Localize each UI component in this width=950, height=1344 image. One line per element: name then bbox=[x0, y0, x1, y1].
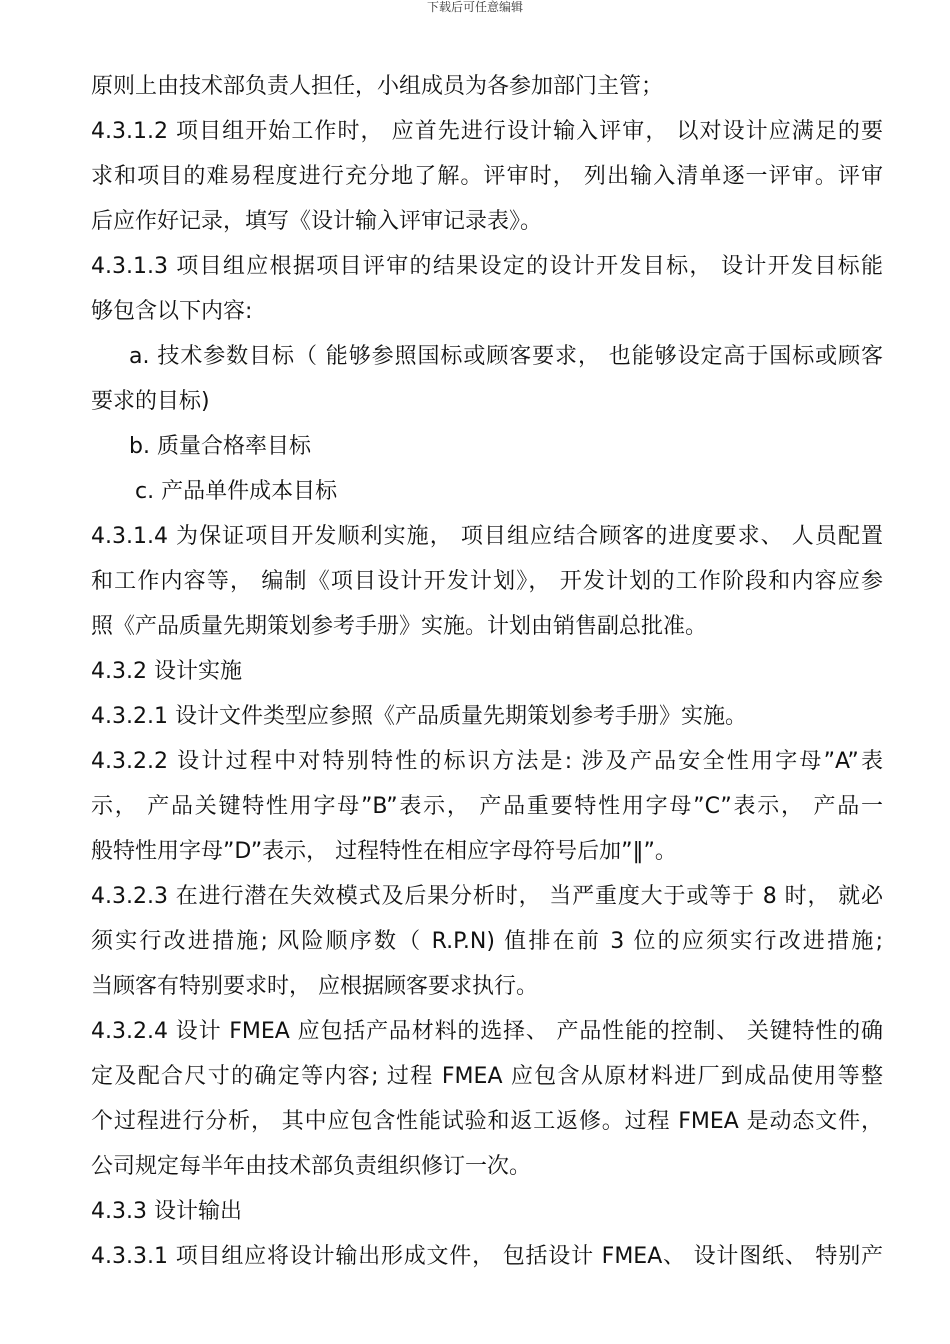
text-line: 示， 产品关键特性用字母”B”表示， 产品重要特性用字母”C”表示， 产品一 bbox=[91, 794, 883, 819]
text-line: 4.3.1.4 为保证项目开发顺利实施， 项目组应结合顾客的进度要求、 人员配置 bbox=[91, 524, 883, 549]
text-line: 4.3.2.1 设计文件类型应参照《产品质量先期策划参考手册》实施。 bbox=[91, 704, 747, 729]
list-item-line: c. 产品单件成本目标 bbox=[135, 479, 338, 504]
header-note: 下载后可任意编辑 bbox=[426, 0, 523, 14]
text-line: 公司规定每半年由技术部负责组织修订一次。 bbox=[91, 1154, 532, 1179]
text-line: 4.3.2.3 在进行潜在失效模式及后果分析时， 当严重度大于或等于 8 时， 就必 bbox=[91, 884, 883, 909]
text-line: 定及配合尺寸的确定等内容; 过程 FMEA 应包含从原材料进厂到成品使用等整 bbox=[91, 1064, 883, 1089]
text-line: 要求的目标) bbox=[91, 389, 210, 414]
section-heading: 4.3.2 设计实施 bbox=[91, 659, 242, 684]
text-line: 照《产品质量先期策划参考手册》实施。计划由销售副总批准。 bbox=[91, 614, 708, 639]
text-line: 般特性用字母”D”表示， 过程特性在相应字母符号后加”‖”。 bbox=[91, 839, 677, 864]
text-line: 原则上由技术部负责人担任，小组成员为各参加部门主管； bbox=[91, 74, 664, 99]
text-line: 够包含以下内容: bbox=[91, 299, 253, 324]
list-item-line: a. 技术参数目标（ 能够参照国标或顾客要求， 也能够设定高于国标或顾客 bbox=[129, 344, 883, 369]
text-line: 须实行改进措施; 风险顺序数（ R.P.N) 值排在前 3 位的应须实行改进措施; bbox=[91, 929, 883, 954]
text-line: 4.3.2.2 设计过程中对特别特性的标识方法是: 涉及产品安全性用字母”A”表 bbox=[91, 749, 883, 774]
list-item-line: b. 质量合格率目标 bbox=[129, 434, 311, 459]
section-heading: 4.3.3 设计输出 bbox=[91, 1199, 242, 1224]
text-line: 求和项目的难易程度进行充分地了解。评审时， 列出输入清单逐一评审。评审 bbox=[91, 164, 883, 189]
text-line: 个过程进行分析， 其中应包含性能试验和返工返修。过程 FMEA 是动态文件， bbox=[91, 1109, 883, 1134]
text-line: 4.3.3.1 项目组应将设计输出形成文件， 包括设计 FMEA、 设计图纸、 特别产 bbox=[91, 1244, 883, 1269]
text-line: 4.3.1.3 项目组应根据项目评审的结果设定的设计开发目标， 设计开发目标能 bbox=[91, 254, 883, 279]
text-line: 当顾客有特别要求时， 应根据顾客要求执行。 bbox=[91, 974, 538, 999]
text-line: 后应作好记录，填写《设计输入评审记录表》。 bbox=[91, 209, 543, 234]
text-line: 和工作内容等， 编制《项目设计开发计划》， 开发计划的工作阶段和内容应参 bbox=[91, 569, 883, 594]
document-body bbox=[91, 64, 883, 1279]
text-line: 4.3.2.4 设计 FMEA 应包括产品材料的选择、 产品性能的控制、 关键特性的确 bbox=[91, 1019, 883, 1044]
text-line: 4.3.1.2 项目组开始工作时， 应首先进行设计输入评审， 以对设计应满足的要 bbox=[91, 119, 883, 144]
